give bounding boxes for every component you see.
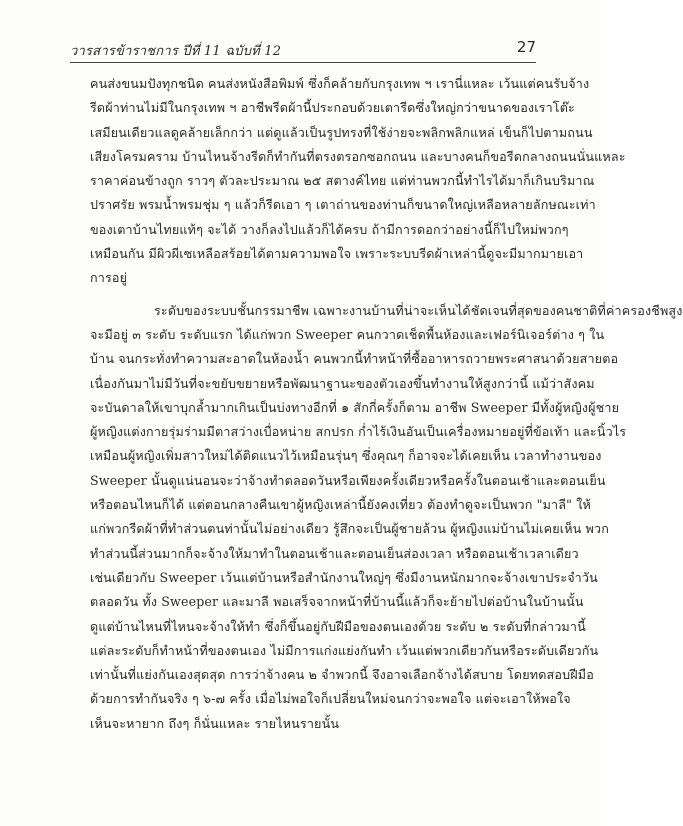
text-line: จะมีอยู่ ๓ ระดับ ระดับแรก ได้แก่พวก Sweeper คนกวาดเช็ดพื้นห้องและเฟอร์นิเจอร์ต่าง ๆ ใน [90, 326, 605, 342]
text-line: ผู้หญิงแต่งกายรุ่มร่ามมีตาสว่างเบื่อหน่าย สกปรก ก่ำไร้เงินอันเป็นเครื่องหมายอยู่ที่ข้อเท้า และนิ้วไร [90, 424, 627, 440]
paragraph-2 [90, 299, 683, 736]
text-line: Sweeper นั้นดูแน่นอนจะว่าจ้างทำตลอดวันหรือเพียงครั้งเดียวหรือครั้งในตอนเช้าและตอนเย็น [90, 472, 606, 488]
text-line: เหมือนผู้หญิงเพิ่มสาวใหม่ได้ติดแนวไว้เหมือนรุ่นๆ ซึ่งคุณๆ ก็อาจจะได้เคยเห็น เวลาทำงานของ [90, 448, 602, 464]
text-line: จะบันดาลให้เขาบุกล้ำมากเกินเป็นบ่งทางอีกที่ ๑ สักกี่ครั้งก็ตาม อาชีพ Sweeper มีทั้งผู้หญิงผู้ชาย [90, 399, 620, 415]
text-line: คนส่งขนมปังทุกชนิด คนส่งหนังสือพิมพ์ ซึ่งก็คล้ายกับกรุงเทพ ฯ เรานี่แหละ เว้นแต่คนรับจ้าง [90, 76, 590, 91]
text-line: ของเตาบ้านไทยแท้ๆ จะได้ วางก็ลงไปแล้วก็ได้ครบ ถ้ามีการดอกว่าอย่างนี้ก็ไปใหม่พวกๆ [90, 221, 569, 237]
journal-title: วารสารข้าราชการ ปีที่ 11 ฉบับที่ 12 [70, 44, 282, 59]
running-header [70, 40, 536, 64]
text-line: แก่พวกรีดผ้าที่ทำส่วนตนท่านั้นไม่อย่างเดียว รู้สึกจะเป็นผู้ชายล้วน ผู้หญิงแม่บ้านไม่เคยเห็น พวก [90, 521, 610, 537]
paragraph-gap [90, 291, 538, 299]
text-line: ราคาค่อนข้างถูก ราวๆ ตัวละประมาณ ๒๕ สตางค์ไทย แต่ท่านพวกนี้ทำไรได้มาก็เกินบริมาณ [90, 173, 595, 189]
text-line: ด้วยการทำกันจริง ๆ ๖-๗ ครั้ง เมื่อไม่พอใจก็เปลี่ยนใหม่จนกว่าจะพอใจ แต่จะเอาให้พอใจ [90, 691, 571, 707]
text-line: แต่ละระดับก็ทำหน้าที่ของตนเอง ไม่มีการแก่งแย่งกันทำ เว้นแต่พวกเดียวกันหรือระดับเดียวกัน [90, 642, 599, 658]
page-number: 27 [516, 38, 536, 56]
text-line: ดูแต่บ้านไหนที่ไหนจะจ้างให้ทำ ซึ่งก็ขึ้นอยู่กับฝีมือของตนเองด้วย ระดับ ๒ ระดับที่กล่าวมานี้ [90, 618, 586, 634]
text-line-first: ระดับของระบบชั้นกรรมาชีพ เฉพาะงานบ้านที่น่าจะเห็นได้ชัดเจนที่สุดของคนชาติที่ค่าครองชีพสูง [154, 302, 683, 318]
text-line: เห็นจะหายาก ถึงๆ ก็นั่นแหละ รายไหนรายนั้น [90, 715, 340, 731]
text-line: เนื่องกันมาไม่มีวันที่จะขยับขยายหรือพัฒนาฐานะของตัวเองขึ้นทำงานให้สูงกว่านี้ แม้ว่าสังคม [90, 375, 595, 391]
paragraph-1 [90, 72, 626, 291]
body-text [90, 72, 683, 736]
text-line: หรือตอนไหนก็ได้ แต่ตอนกลางคืนเขาผู้หญิงเหล่านี้ยังคงเที่ยว ต้องทำดูจะเป็นพวก "มาลี" ให้ [90, 497, 591, 513]
text-line: เสียงโครมคราม บ้านไหนจ้างรีดก็ทำกันที่ตรงตรอกซอกถนน และบางคนก็ขอรีดกลางถนนนั่นแหละ [90, 148, 626, 164]
text-line: ทำส่วนนี้ส่วนมากก็จะจ้างให้มาทำในตอนเช้าและตอนเย็นส่องเวลา หรือตอนเช้าเวลาเดียว [90, 545, 579, 561]
text-line: เช่นเดียวกับ Sweeper เว้นแต่บ้านหรือสำนักงานใหญ่ๆ ซึ่งมีงานหนักมากจะจ้างเขาประจำวัน [90, 569, 598, 585]
header-rule [70, 62, 536, 63]
text-line: ปราศรัย พรมน้ำพรมชุ่ม ๆ แล้วก็รีดเอา ๆ เตาถ่านของท่านก็ขนาดใหญ่เหลือหลายลักษณะเท่า [90, 197, 596, 213]
text-line: เหมือนกัน มีผิวผีเซเหลือสร้อยได้ตามความพอใจ เพราะระบบรีดผ้าเหล่านี้ดูจะมีมากมายเอา [90, 246, 584, 262]
text-line: การอยู่ [90, 270, 128, 286]
text-line: ตลอดวัน ทั้ง Sweeper และมาลี พอเสร็จจากหน้าที่บ้านนี้แล้วก็จะย้ายไปต่อบ้านในบ้านนั้น [90, 594, 584, 610]
text-line: เสมียนเดียวแลดูคล้ายเล็กกว่า แต่ดูแล้วเป็นรูปทรงที่ใช้ง่ายจะพลิกพลิกแหล่ เข็นก็ไปตามถนน [90, 124, 593, 140]
text-line: รีดผ้าท่านไม่มีในกรุงเทพ ฯ อาชีพรีดผ้านี้ประกอบด้วยเตารีดซึ่งใหญ่กว่าขนาดของเราโต๊ะ [90, 100, 575, 116]
text-line: เท่านั้นที่แย่งกันเองสุดสุด การว่าจ้างคน ๒ จำพวกนี้ จึงอาจเลือกจ้างได้สบาย โดยทดสอบฝีมือ [90, 667, 594, 683]
text-line: บ้าน จนกระทั่งทำความสะอาดในห้องน้ำ คนพวกนี้ทำหน้าที่ซื้ออาหารถวายพระศาสนาด้วยสายตอ [90, 351, 619, 367]
